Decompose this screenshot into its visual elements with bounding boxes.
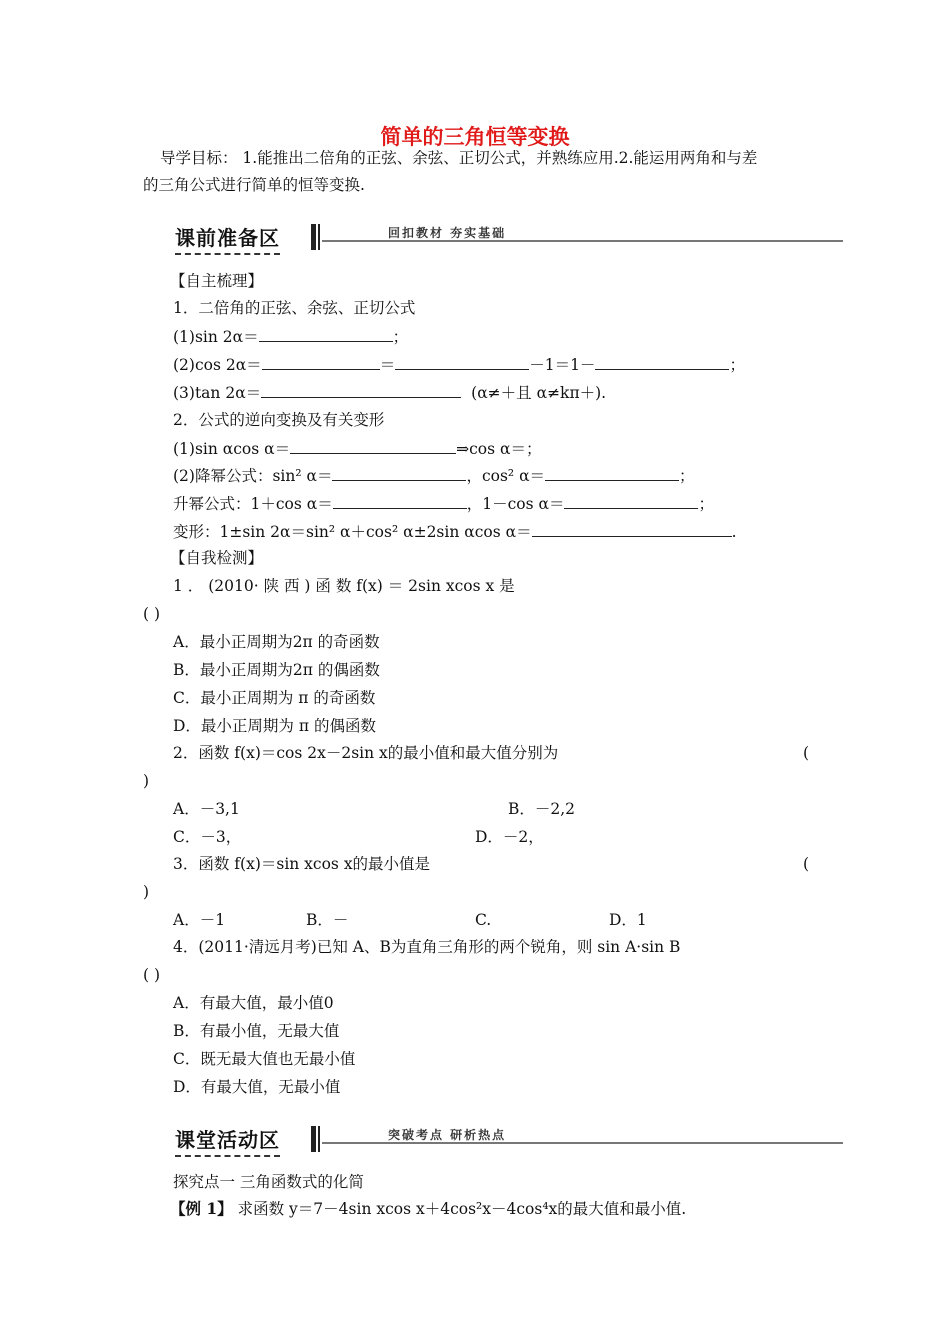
- question-4: 4．(2011·清远月考)已知 A、B为直角三角形的两个锐角，则 sin A·sin B: [173, 938, 681, 956]
- formula-text: －1＝1－: [529, 356, 596, 374]
- formula-text: ；: [679, 467, 695, 485]
- intro-line-2: 的三角公式进行简单的恒等变换.: [143, 176, 365, 194]
- option-d: D．－2，: [475, 828, 544, 846]
- example-label: 【例 1】: [170, 1199, 233, 1218]
- formula-text: ，1－cos α＝: [466, 495, 565, 513]
- option-c: C．－3，: [173, 828, 242, 846]
- formula-text: ，cos² α＝: [466, 467, 546, 485]
- formula-text: ；: [698, 495, 714, 513]
- example-1: [170, 1198, 686, 1220]
- intro-line-1: 导学目标： 1.能推出二倍角的正弦、余弦、正切公式，并熟练应用.2.能运用两角和与差: [160, 149, 758, 167]
- formula-text: (2)降幂公式：sin² α＝: [173, 467, 333, 485]
- formula-line: [173, 325, 408, 348]
- banner-bar: [318, 224, 320, 250]
- formula-text: (1)sin 2α＝: [173, 328, 259, 346]
- option-b: B．－2,2: [508, 800, 576, 818]
- formula-text: ＝: [379, 356, 396, 374]
- option-a: A．－3,1: [173, 800, 240, 818]
- self-test-heading: 【自我检测】: [170, 549, 264, 567]
- option-b: B．最小正周期为2π 的偶函数: [173, 661, 380, 679]
- review-item-2: 2．公式的逆向变换及有关变形: [173, 411, 385, 429]
- banner-bar: [311, 224, 316, 250]
- section-banner-class: [175, 1124, 843, 1154]
- formula-text: (α≠＋且 α≠kπ＋).: [471, 384, 607, 402]
- formula-text: 变形：1±sin 2α＝sin² α＋cos² α±2sin αcos α＝: [173, 523, 532, 541]
- answer-paren: ( ): [143, 966, 161, 984]
- option-a: A．－1: [173, 911, 226, 929]
- option-d: D．1: [609, 911, 647, 929]
- page-title: 简单的三角恒等变换: [380, 125, 570, 149]
- formula-line: [173, 381, 606, 404]
- formula-line: [173, 437, 541, 460]
- formula-text: ；: [729, 356, 745, 374]
- option-c: C．最小正周期为 π 的奇函数: [173, 689, 376, 707]
- section-subtitle: 回扣教材 夯实基础: [388, 226, 507, 240]
- answer-blank: [595, 353, 729, 370]
- option-d: D．最小正周期为 π 的偶函数: [173, 717, 376, 735]
- answer-blank: [532, 520, 732, 537]
- option-c: C.: [475, 911, 492, 929]
- question-2: 2．函数 f(x)＝cos 2x－2sin x的最小值和最大值分别为: [173, 744, 559, 762]
- option-d: D．有最大值，无最小值: [173, 1078, 341, 1096]
- section-subtitle: 突破考点 研析热点: [388, 1128, 507, 1142]
- answer-blank: [259, 325, 393, 342]
- formula-line: [173, 464, 695, 487]
- answer-paren: ( ): [143, 605, 161, 623]
- formula-text: 升幂公式：1＋cos α＝: [173, 495, 333, 513]
- answer-blank: [564, 492, 698, 509]
- formula-line: [173, 492, 714, 515]
- section-banner-prep: [175, 222, 843, 252]
- option-c: C．既无最大值也无最小值: [173, 1050, 356, 1068]
- answer-blank: [262, 353, 380, 370]
- answer-blank: [290, 437, 456, 454]
- option-a: A．最小正周期为2π 的奇函数: [173, 633, 380, 651]
- formula-text: ；: [392, 328, 409, 346]
- option-a: A．有最大值，最小值0: [173, 994, 334, 1012]
- answer-paren: ): [143, 883, 150, 901]
- formula-line: 变形：1±sin 2α＝sin² α＋cos² α±2sin αcos α＝ .: [173, 520, 737, 543]
- review-item-1: 1．二倍角的正弦、余弦、正切公式: [173, 299, 416, 317]
- answer-blank: [395, 353, 529, 370]
- answer-blank: [332, 464, 466, 481]
- banner-bar: [318, 1126, 320, 1152]
- example-text: 求函数 y＝7－4sin xcos x＋4cos²x－4cos⁴x的最大值和最小值.: [237, 1200, 687, 1218]
- question-1: 1 ． (2010· 陕 西 ) 函 数 f(x) ＝ 2sin xcos x 是: [173, 577, 515, 595]
- explore-point-1: 探究点一 三角函数式的化简: [173, 1173, 364, 1191]
- formula-text: (1)sin αcos α＝: [173, 440, 291, 458]
- option-b: B．－: [306, 911, 349, 929]
- answer-blank: [333, 492, 467, 509]
- formula-text: (3)tan 2α＝: [173, 384, 262, 402]
- formula-text: ⇒cos α＝；: [456, 440, 542, 458]
- option-b: B．有最小值，无最大值: [173, 1022, 340, 1040]
- section-label: 课前准备区: [175, 222, 280, 255]
- answer-blank: [261, 381, 461, 398]
- answer-paren: (: [803, 744, 810, 762]
- answer-paren: (: [803, 855, 810, 873]
- banner-bar: [311, 1126, 316, 1152]
- self-review-heading: 【自主梳理】: [170, 272, 264, 290]
- formula-line: [173, 353, 745, 376]
- question-3: 3．函数 f(x)＝sin xcos x的最小值是: [173, 855, 431, 873]
- answer-blank: [545, 464, 679, 481]
- answer-paren: ): [143, 772, 150, 790]
- section-label: 课堂活动区: [175, 1124, 280, 1157]
- formula-text: (2)cos 2α＝: [173, 356, 262, 374]
